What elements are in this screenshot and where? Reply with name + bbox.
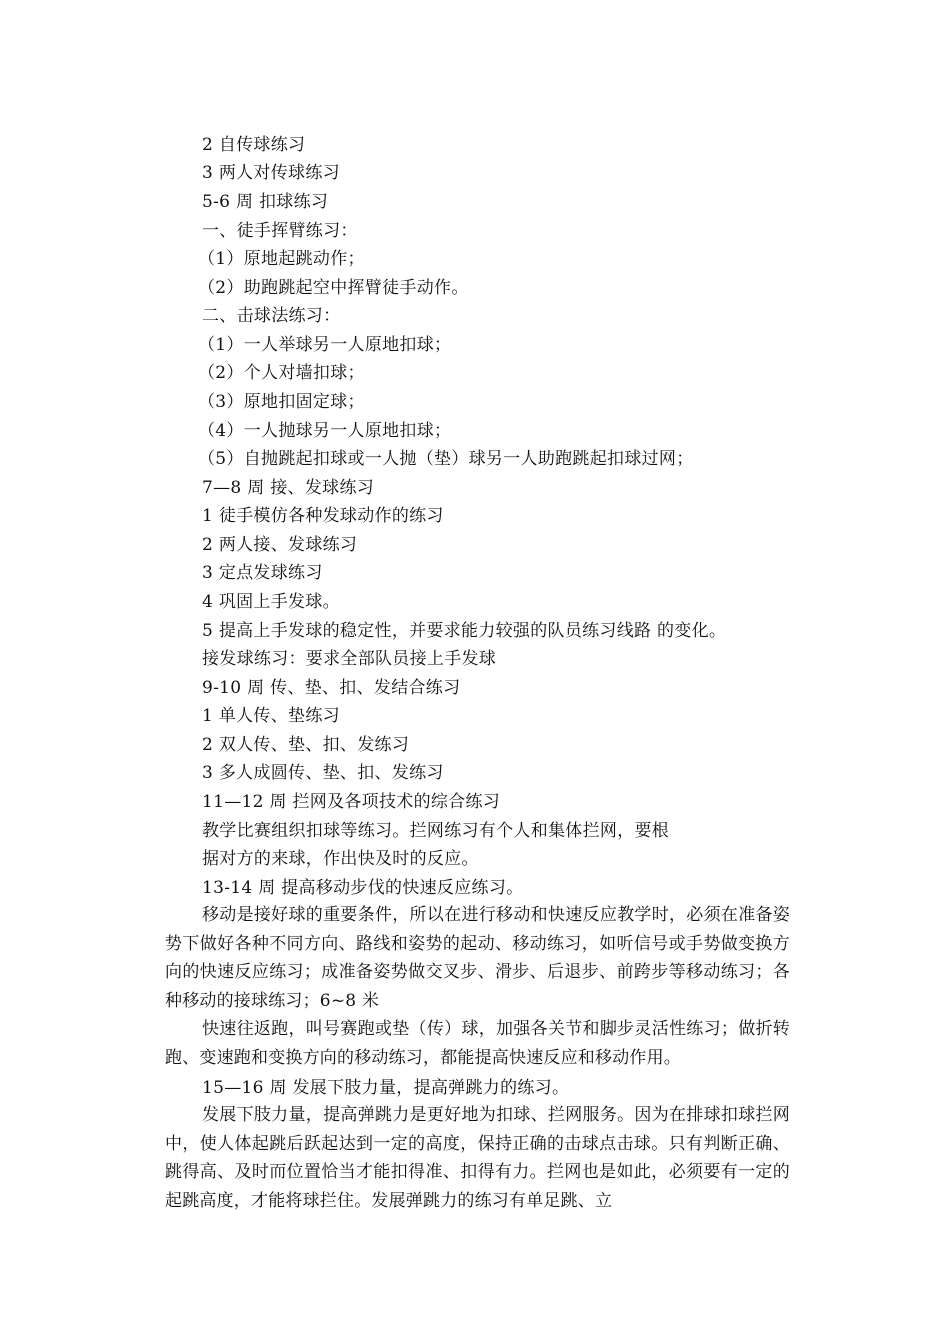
list-item: 3 多人成圆传、垫、扣、发练习 bbox=[202, 763, 444, 783]
list-item: （1）一人举球另一人原地扣球； bbox=[198, 335, 452, 355]
list-item: （2）个人对墙扣球； bbox=[198, 363, 365, 383]
section-heading: 9-10 周 传、垫、扣、发结合练习 bbox=[202, 678, 461, 698]
list-item: （5）自抛跳起扣球或一人抛（垫）球另一人助跑跳起扣球过网； bbox=[198, 449, 694, 469]
body-paragraph: 发展下肢力量，提高弹跳力是更好地为扣球、拦网服务。因为在排球扣球拦网中，使人体起跳后跃起达到一定的高度，保持正确的击球点击球。只有判断正确、跳得高、及时而位置恰当才能扣得准、扣得有力。拦网也是如此，必须要有一定的起跳高度，才能将球拦住。发展弹跳力的练习有单足跳、立 bbox=[165, 1105, 790, 1211]
section-heading: 15—16 周 发展下肢力量，提高弹跳力的练习。 bbox=[202, 1078, 570, 1098]
body-paragraph: 移动是接好球的重要条件，所以在进行移动和快速反应教学时，必须在准备姿势下做好各种不同方向、路线和姿势的起动、移动练习，如听信号或手势做变换方向的快速反应练习；成准备姿势做交叉步、滑步、后退步、前跨步等移动练习；各种移动的接球练习；6~8 米 bbox=[165, 905, 790, 1011]
text-line: 3 两人对传球练习 bbox=[202, 163, 340, 183]
subsection-heading: 一、徒手挥臂练习： bbox=[202, 221, 358, 241]
subsection-heading: 二、击球法练习： bbox=[202, 306, 341, 326]
list-item: （3）原地扣固定球； bbox=[198, 392, 365, 412]
section-heading: 7—8 周 接、发球练习 bbox=[202, 478, 375, 498]
body-paragraph: 快速往返跑，叫号赛跑或垫（传）球，加强各关节和脚步灵活性练习；做折转跑、变速跑和变换方向的移动练习，都能提高快速反应和移动作用。 bbox=[165, 1019, 790, 1068]
list-item: 3 定点发球练习 bbox=[202, 563, 323, 583]
list-item: （1）原地起跳动作； bbox=[198, 249, 365, 269]
section-heading: 11—12 周 拦网及各项技术的综合练习 bbox=[202, 792, 501, 812]
list-item: （2）助跑跳起空中挥臂徒手动作。 bbox=[198, 278, 469, 298]
text-line: 接发球练习：要求全部队员接上手发球 bbox=[202, 649, 497, 669]
text-line: 教学比赛组织扣球等练习。拦网练习有个人和集体拦网，要根 bbox=[202, 821, 670, 841]
text-line: 据对方的来球，作出快及时的反应。 bbox=[202, 849, 479, 869]
list-item: 2 双人传、垫、扣、发练习 bbox=[202, 735, 410, 755]
list-item: 4 巩固上手发球。 bbox=[202, 592, 340, 612]
list-item: 2 两人接、发球练习 bbox=[202, 535, 358, 555]
section-heading: 13-14 周 提高移动步伐的快速反应练习。 bbox=[202, 878, 524, 898]
list-item: 1 单人传、垫练习 bbox=[202, 706, 340, 726]
section-heading: 5-6 周 扣球练习 bbox=[202, 192, 329, 212]
list-item: （4）一人抛球另一人原地扣球； bbox=[198, 421, 452, 441]
list-item: 1 徒手模仿各种发球动作的练习 bbox=[202, 506, 444, 526]
text-line: 2 自传球练习 bbox=[202, 135, 306, 155]
list-item: 5 提高上手发球的稳定性，并要求能力较强的队员练习线路 的变化。 bbox=[202, 621, 727, 641]
